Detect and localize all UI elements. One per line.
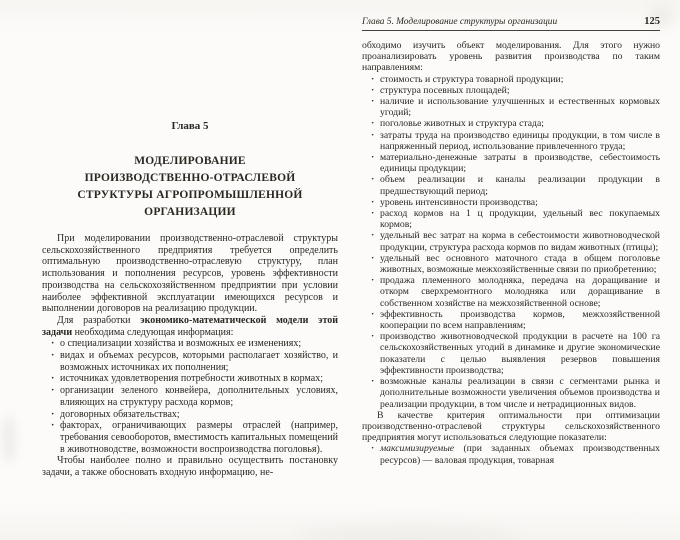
bullet-item: · источниках удовлетворения потребности животных в кормах; <box>42 373 338 385</box>
paragraph-text: Для разработки <box>57 314 141 326</box>
chapter-title-line: МОДЕЛИРОВАНИЕ <box>134 155 246 167</box>
bullet-item: · удельный вес затрат на корма в себестоимости животноводческой продукции, структура расхода кормов по видам животных (птицы); <box>362 230 660 252</box>
bullet-item <box>362 443 660 465</box>
bullet-item: · возможные каналы реализации в связи с сегментами рынка и дополнительные возможности увеличения объемов производства и реализации продукции, в том числе и нетрадиционных видов. <box>362 376 660 410</box>
bullet-item: · затраты труда на производство единицы продукции, в том числе в напряженный период, использование привлеченного труда; <box>362 130 660 152</box>
bullet-item: · организации зеленого конвейера, дополнительных условиях, влияющих на структуру расхода кормов; <box>42 385 338 408</box>
bullet-item: · продажа племенного молодняка, передача на доращивание и откорм сверхремонтного молодняка или доращивание в собственном хозяйстве на межхозяйственной основе; <box>362 275 660 309</box>
chapter-title-line: СТРУКТУРЫ АГРОПРОМЫШЛЕННОЙ <box>77 189 303 201</box>
bullet-list <box>362 74 660 410</box>
bullet-item: · факторах, ограничивающих размеры отраслей (например, требования севооборотов, вместимость капитальных помещений в животноводстве, возможности воспроизводства поголовья). <box>42 420 338 455</box>
paragraph-bold-text: экономико-математической модели этой задачи <box>42 314 339 338</box>
chapter-title-line: ОРГАНИЗАЦИИ <box>144 206 236 218</box>
bullet-item: · структура посевных площадей; <box>362 85 660 96</box>
page-number: 125 <box>644 16 660 27</box>
paragraph-text: необходима следующая информация: <box>72 326 234 338</box>
paragraph: В качестве критерия оптимальности при оптимизации производственно-отраслевой структуры сельскохозяйственного предприятия могут использоваться следующие показатели: <box>362 409 660 444</box>
bullet-item: · уровень интенсивности производства; <box>362 197 660 208</box>
running-header-bar <box>362 16 660 31</box>
scan-smudge <box>2 415 16 463</box>
right-page-body <box>362 40 660 466</box>
bullet-item: · договорных обязательствах; <box>42 409 338 421</box>
paragraph: При моделировании производственно-отраслевой структуры сельскохозяйственного предприятия требуется определить оптимальную производственно-отраслевую структуру, план использования и пополнения ресурсов, уровень эффективности производства на сельскохозяйственном предприятии при условии наиболее эффективной эксплуатации имеющихся ресурсов и выполнении договоров на реализацию продукции. <box>42 233 338 315</box>
bullet-item: · стоимость и структура товарной продукции; <box>362 74 660 85</box>
scan-smudge <box>300 524 520 540</box>
left-page-body <box>42 233 338 479</box>
bullet-item: · о специализации хозяйства и возможных ее изменениях; <box>42 338 338 350</box>
bullet-item: · видах и объемах ресурсов, которыми располагает хозяйство, и возможных источниках их пополнения; <box>42 350 338 373</box>
bullet-list <box>42 338 338 455</box>
bullet-item: · объем реализации и каналы реализации продукции в предшествующий период; <box>362 174 660 196</box>
left-page <box>42 0 338 479</box>
bullet-text: (при заданных объемах производственных ресурсов) — валовая продукция, товарная <box>380 443 660 466</box>
bullet-item: · эффективность производства кормов, межхозяйственной кооперации по всем направлениям; <box>362 309 660 331</box>
bullet-item: · наличие и использование улучшенных и естественных кормовых угодий; <box>362 96 660 118</box>
running-header: Глава 5. Моделирование структуры организации <box>362 17 558 27</box>
paragraph <box>42 315 338 338</box>
bullet-item: · производство животноводческой продукции в расчете на 100 га сельскохозяйственных угодий в динамике и другие экономические показатели с целью выявления резервов повышения эффективности производства; <box>362 331 660 376</box>
bullet-item: · материально-денежные затраты в производстве, себестоимость единицы продукции; <box>362 152 660 174</box>
chapter-label: Глава 5 <box>171 120 209 132</box>
bullet-item: · расход кормов на 1 ц продукции, удельный вес покупаемых кормов; <box>362 208 660 230</box>
bullet-list <box>362 443 660 465</box>
bullet-item: · поголовье животных и структура стада; <box>362 118 660 129</box>
chapter-title <box>42 153 338 221</box>
bullet-italic-text: максимизируемые <box>380 443 455 455</box>
paragraph: обходимо изучить объект моделирования. Для этого нужно проанализировать уровень развития производства по таким направлениям: <box>362 40 660 74</box>
paragraph: Чтобы наиболее полно и правильно осуществить постановку задачи, а также обосновать входную информацию, не- <box>42 455 338 479</box>
bullet-item: · удельный вес основного маточного стада в общем поголовье животных, возможные межхозяйственные связи по приобретению; <box>362 253 660 275</box>
chapter-title-line: ПРОИЗВОДСТВЕННО-ОТРАСЛЕВОЙ <box>84 172 296 184</box>
